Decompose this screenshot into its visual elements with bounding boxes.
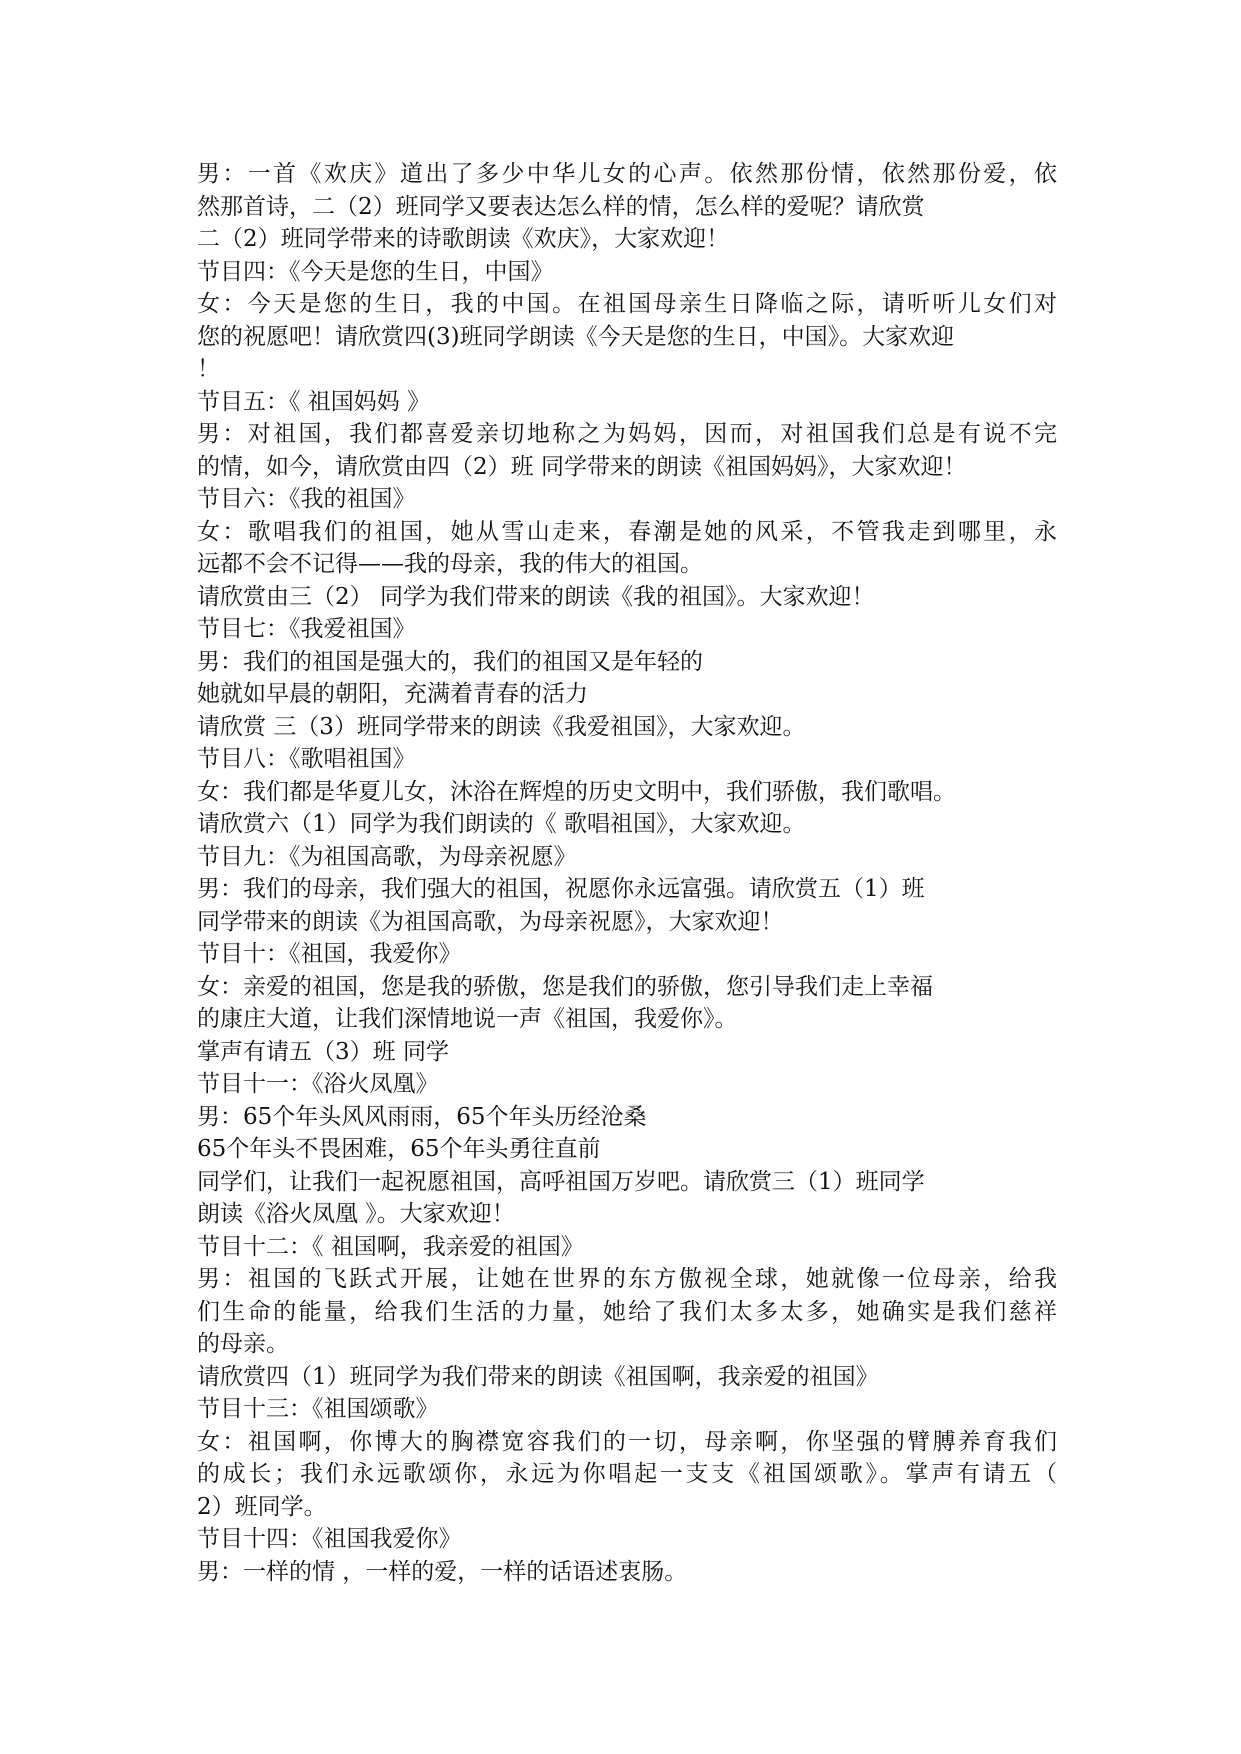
text-line: 的母亲。 [197, 1331, 289, 1357]
text-line: 她就如早晨的朝阳，充满着青春的活力 [197, 681, 588, 707]
text-line: 女：歌唱我们的祖国，她从雪山走来，春潮是她的风采，不管我走到哪里，永 [197, 518, 1057, 545]
script-text-block [197, 158, 1057, 1588]
text-line: 请欣赏六（1）同学为我们朗读的《 歌唱祖国》，大家欢迎。 [197, 811, 806, 837]
program-heading: 节目四：《今天是您的生日，中国》 [197, 258, 554, 285]
text-line: 您的祝愿吧！请欣赏四(3)班同学朗读《今天是您的生日，中国》。大家欢迎 [197, 323, 955, 350]
text-line: 请欣赏四（1）班同学为我们带来的朗读《祖国啊，我亲爱的祖国》 [197, 1363, 879, 1390]
program-heading: 节目九：《为祖国高歌，为母亲祝愿》 [197, 843, 577, 870]
text-line: 然那首诗，二（2）班同学又要表达怎么样的情，怎么样的爱呢？请欣赏 [197, 193, 925, 220]
program-heading: 节目七：《我爱祖国》 [197, 616, 416, 642]
text-line: 请欣赏由三（2） 同学为我们带来的朗读《我的祖国》。大家欢迎！ [197, 583, 875, 610]
program-heading: 节目八：《歌唱祖国》 [197, 746, 416, 772]
text-line: 同学们，让我们一起祝愿祖国，高呼祖国万岁吧。请欣赏三（1）班同学 [197, 1168, 925, 1195]
text-line: 同学带来的朗读《为祖国高歌，为母亲祝愿》，大家欢迎！ [197, 908, 784, 935]
program-heading: 节目五：《 祖国妈妈 》 [197, 388, 431, 415]
program-heading: 节目十：《祖国，我爱你》 [197, 941, 462, 967]
program-heading: 节目六：《我的祖国》 [197, 486, 416, 512]
text-line: 掌声有请五（3）班 同学 [197, 1038, 449, 1065]
program-heading: 节目十三：《祖国颂歌》 [197, 1396, 439, 1422]
text-line: ！ [197, 356, 220, 382]
text-line: 2）班同学。 [197, 1493, 327, 1520]
program-heading: 节目十二：《 祖国啊，我亲爱的祖国》 [197, 1233, 584, 1260]
text-line: 远都不会不记得——我的母亲，我的伟大的祖国。 [197, 551, 703, 577]
text-line: 的成长；我们永远歌颂你，永远为你唱起一支支《祖国颂歌》。掌声有请五（ [197, 1461, 1057, 1487]
text-line: 女：我们都是华夏儿女，沐浴在辉煌的历史文明中，我们骄傲，我们歌唱。 [197, 778, 956, 805]
program-heading: 节目十四：《祖国我爱你》 [197, 1526, 462, 1552]
text-line: 男：对祖国，我们都喜爱亲切地称之为妈妈，因而，对祖国我们总是有说不完 [197, 421, 1057, 447]
text-line: 男：一样的情 ，一样的爱，一样的话语述衷肠。 [197, 1558, 688, 1585]
program-heading: 节目十一：《浴火凤凰》 [197, 1071, 439, 1097]
text-line: 朗读《浴火凤凰 》。大家欢迎！ [197, 1201, 515, 1227]
text-line: 男：65个年头风风雨雨，65个年头历经沧桑 [197, 1103, 647, 1130]
text-line: 们生命的能量，给我们生活的力量，她给了我们太多太多，她确实是我们慈祥 [197, 1298, 1057, 1325]
text-line: 女：今天是您的生日，我的中国。在祖国母亲生日降临之际，请听听儿女们对 [197, 291, 1057, 317]
text-line: 女：亲爱的祖国，您是我的骄傲，您是我们的骄傲，您引导我们走上幸福 [197, 973, 933, 1000]
text-line: 请欣赏 三（3）班同学带来的朗读《我爱祖国》，大家欢迎。 [197, 713, 806, 740]
text-line: 男：祖国的飞跃式开展，让她在世界的东方傲视全球，她就像一位母亲，给我 [197, 1266, 1057, 1292]
text-line: 的康庄大道，让我们深情地说一声《祖国，我爱你》。 [197, 1006, 738, 1032]
text-line: 男：一首《欢庆》道出了多少中华儿女的心声。依然那份情，依然那份爱，依 [197, 161, 1057, 187]
text-line: 女：祖国啊，你博大的胸襟宽容我们的一切，母亲啊，你坚强的臂膊养育我们 [197, 1428, 1057, 1455]
text-line: 男：我们的祖国是强大的，我们的祖国又是年轻的 [197, 648, 703, 675]
text-line: 65个年头不畏困难，65个年头勇往直前 [197, 1136, 601, 1162]
text-line: 的情，如今，请欣赏由四（2）班 同学带来的朗读《祖国妈妈》，大家欢迎！ [197, 453, 967, 480]
text-line: 男：我们的母亲，我们强大的祖国，祝愿你永远富强。请欣赏五（1）班 [197, 876, 925, 902]
text-line: 二（2）班同学带来的诗歌朗读《欢庆》，大家欢迎！ [197, 226, 730, 252]
